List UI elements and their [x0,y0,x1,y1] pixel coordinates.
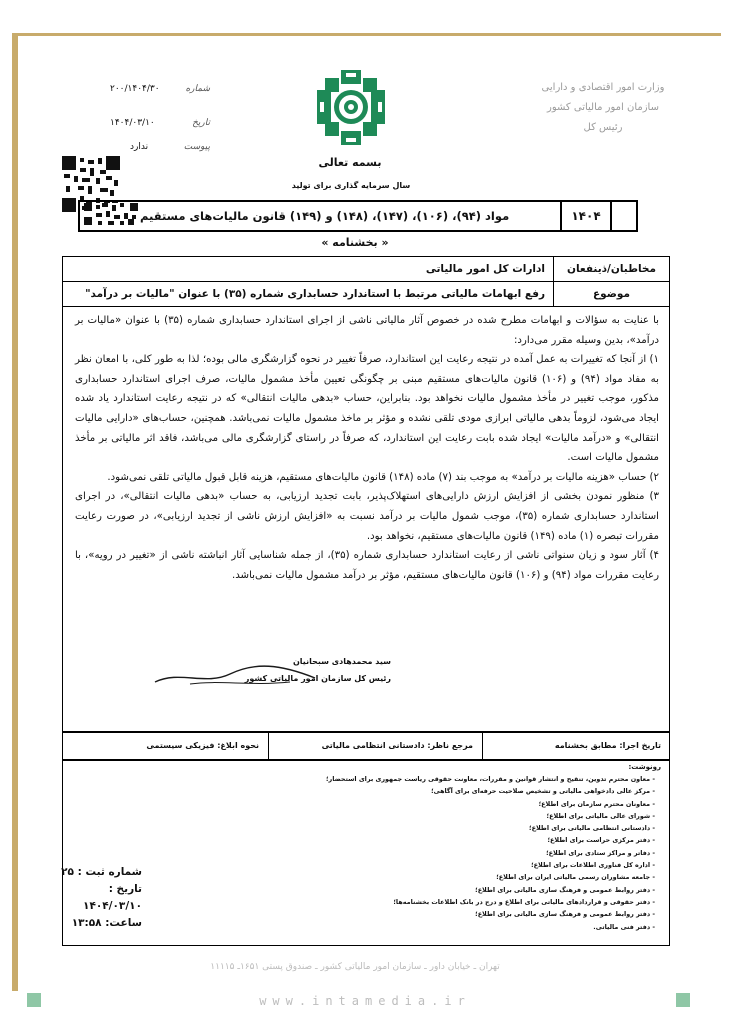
distribution-list [275,773,655,933]
basmala: بسمه تعالی [318,156,382,169]
info-divider [482,733,483,759]
clause-1: ۱) از آنجا که تغییرات به عمل آمده در نتیجه رعایت این استاندارد، صرفاً تغییر در نحوه گزارشگری مالی بوده؛ لذا به طور کلی، با امعان نظر به مفاد مواد (۹۴) و (۱۰۶) قانون مالیات‌های مستقیم مبنی بر چگونگی تعیین مأخذ مشمول مالیات، صرف اجرای استاندارد حسابداری مذکور، موجب تغییر در مأخذ مشمول مالیات نخواهد بود. بنابراین، حساب «بدهی مالیات انتقالی» که در نتیجه رعایت استاندارد یاد شده ایجاد می‌شود، لزوماً بدهی مالیاتی ابرازی مودی تلقی نشده و مؤثر بر ماخذ مشمول مالیات نمی‌باشد. همچنین، حساب‌های «دارایی مالیات انتقالی» و «درآمد مالیات» ایجاد شده بابت رعایت این استاندارد، که صرفاً در راستای گزارشگری مالی می‌باشد، فاقد اثر مالیاتی بر مأخذ مشمول مالیات است. [75,354,659,464]
distribution-item: - دفتر روابط عمومی و فرهنگ سازی مالیاتی برای اطلاع؛ [475,885,655,894]
notification-method: نحوه ابلاغ: فیزیکی سیستمی [146,741,259,750]
distribution-item: - معاونان محترم سازمان برای اطلاع؛ [538,799,655,808]
subject-bar-title: مواد (۹۴)، (۱۰۶)، (۱۴۷)، (۱۴۸) و (۱۴۹) قانون مالیات‌های مستقیم [140,209,510,223]
subject-label: موضوع [553,282,669,306]
circular-text [75,311,659,585]
distribution-item: - دفاتر و مراکز ستادی برای اطلاع؛ [546,848,655,857]
registration-time: ساعت: ۱۳:۵۸ [71,917,142,929]
subject-bar-year: ۱۴۰۴ [560,202,610,230]
page-frame-top [12,33,721,36]
corner-mark-left [27,993,41,1007]
registration-number: شماره ثبت : ۲۵ [61,866,142,878]
distribution-title: رونوشت: [628,763,661,771]
page-frame-left [12,33,18,991]
number-value: ۲۰۰/۱۴۰۴/۳۰ [110,84,160,94]
number-label: شماره [185,84,210,94]
subject-value: رفع ابهامات مالیاتی مرتبط با استاندارد حسابداری شماره (۳۵) با عنوان "مالیات بر درآمد" [85,288,545,300]
subject-bar-empty-cell [610,202,636,230]
supervising-authority: مرجع ناظر: دادستانی انتظامی مالیاتی [321,741,473,750]
year-slogan: سال سرمایه گذاری برای تولید [291,181,411,190]
distribution-item: - شورای عالی مالیاتی برای اطلاع؛ [546,811,655,820]
letter-date [110,118,210,128]
clause-3: ۳) منظور نمودن بخشی از افزایش ارزش دارایی‌های استهلاک‌پذیر، بابت تجدید ارزیابی، به حساب «بدهی مالیات انتقالی»، در اجرای استاندارد حسابداری شماره (۳۵)، موجب شمول مالیات بر درآمد نسبت به «افزایش ارزش ناشی از تجدید ارزیابی»، در صورت رعایت مقررات تبصره (۱) ماده (۱۴۹) قانون مالیات‌های مستقیم، نخواهد بود. [75,491,659,542]
tax-organization-logo-icon [317,70,385,145]
recipients-row [63,257,669,282]
subject-row [63,282,669,307]
distribution-box [62,760,670,946]
distribution-item: - جامعه مشاوران رسمی مالیاتی ایران برای اطلاع؛ [496,873,655,882]
date-value: ۱۴۰۴/۰۳/۱۰ [110,118,155,128]
attachment-value: ندارد [130,142,149,152]
barcode-icon [84,203,138,225]
info-divider [268,733,269,759]
registration-stamp [52,864,142,932]
distribution-item: - دادستانی انتظامی مالیاتی برای اطلاع؛ [529,824,655,833]
distribution-item: - معاون محترم تدوین، تنقیح و انتشار قوانین و مقررات، معاونت حقوقی ریاست جمهوری برای استحضار؛ [325,775,655,783]
letter-number [110,84,210,94]
head-line: رئیس کل [583,122,623,133]
distribution-item: - مرکز عالی دادخواهی مالیاتی و تشخیص صلاحیت حرفه‌ای برای آگاهی؛ [431,787,655,796]
intro-paragraph: با عنایت به سؤالات و ابهامات مطرح شده در خصوص آثار مالیاتی ناشی از اجرای استاندارد حسابداری شماره (۳۵) با عنوان «مالیات بر درآمد»، بدین وسیله مقرر می‌دارد: [75,315,660,346]
handwritten-signature [150,660,320,690]
footer-address: تهران ـ خیابان داور ـ سازمان امور مالیاتی کشور ـ صندوق پستی ۱۶۵۱ـ ۱۱۱۱۵ [210,962,500,972]
organization-line: سازمان امور مالیاتی کشور [547,102,659,113]
letter-attachment [130,142,210,152]
execution-info-row [62,732,670,760]
recipients-value: ادارات کل امور مالیاتی [425,263,545,275]
ministry-header [528,78,678,138]
distribution-item: - دفتر فنی مالیاتی. [593,922,655,931]
ministry-line: وزارت امور اقتصادی و دارایی [541,82,665,93]
registration-date: تاریخ : ۱۴۰۴/۰۳/۱۰ [83,883,142,912]
signatory-title: رئیس کل سازمان امور مالیاتی کشور [244,674,391,683]
clause-4: ۴) آثار سود و زیان سنواتی ناشی از رعایت استاندارد حسابداری شماره (۳۵)، از جمله شناسایی آثار انباشته ناشی از «تغییر در رویه»، با رعایت مقررات مواد (۹۴) و (۱۰۶) قانون مالیات‌های مستقیم، مؤثر بر درآمد مشمول مالیات نمی‌باشد. [75,550,659,581]
clause-2: ۲) حساب «هزینه مالیات بر درآمد» به موجب بند (۷) ماده (۱۴۸) قانون مالیات‌های مستقیم، هزینه قابل قبول مالیاتی تلقی نمی‌شود. [107,471,659,483]
signatory-name: سید محمدهادی سبحانیان [292,657,391,666]
distribution-item: - اداره کل فناوری اطلاعات برای اطلاع؛ [531,861,655,870]
distribution-item: - دفتر حقوقی و قراردادهای مالیاتی برای اطلاع و درج در بانک اطلاعات بخشنامه‌ها؛ [393,897,655,906]
attachment-label: پیوست [183,142,210,152]
footer-website: www.intamedia.ir [259,994,471,1008]
recipients-label: مخاطبان/ذینفعان [553,257,669,281]
corner-mark-right [676,993,690,1007]
circular-heading: « بخشنامه » [321,236,389,249]
date-label: تاریخ [192,118,210,128]
distribution-item: - دفتر روابط عمومی و فرهنگ سازی مالیاتی برای اطلاع؛ [475,910,655,919]
subject-bar [78,200,638,232]
execution-date: تاریخ اجرا: مطابق بخشنامه [554,741,661,750]
distribution-item: - دفتر مرکزی حراست برای اطلاع؛ [547,836,655,845]
